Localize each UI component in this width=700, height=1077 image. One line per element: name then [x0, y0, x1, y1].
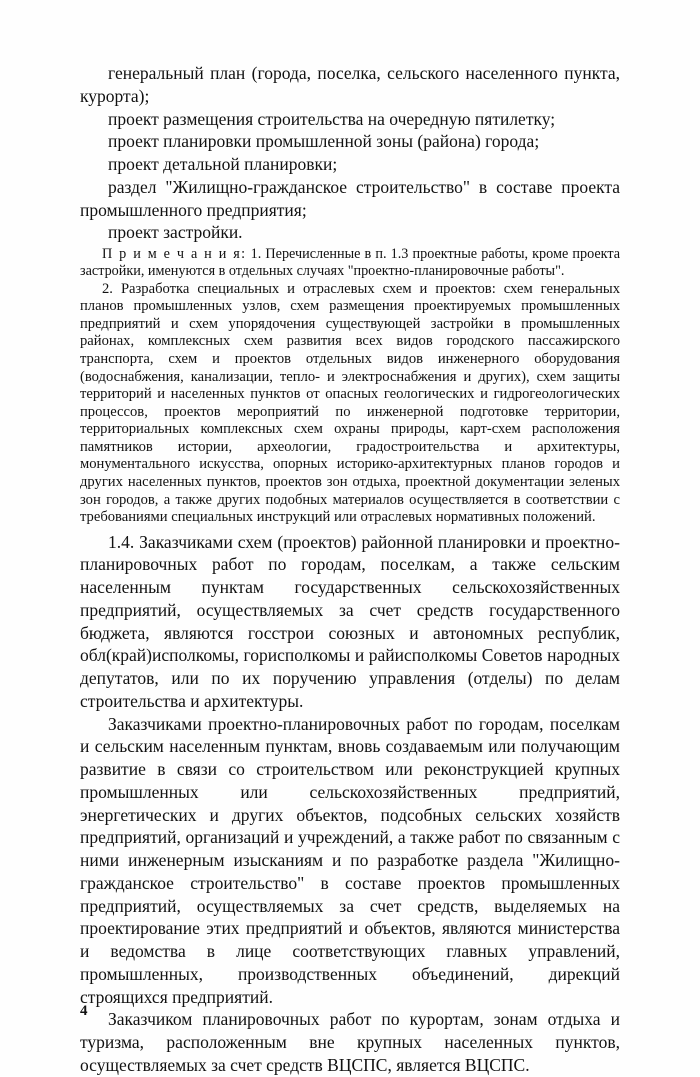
paragraph-clause-1-4: 1.4. Заказчиками схем (проектов) районной планировки и проектно-планировочных работ по городам, поселкам, а также сельским населенным пунктам государственных сельскохозяйственных предприятий, осуществляемых за счет средств государственного бюджета, являются госстрои союзных и автономных республик, обл(край)исполкомы, горисполкомы и райисполкомы Советов народных депутатов, или по их поручению управления (отделы) по делам строительства и архитектуры.: [80, 531, 620, 711]
paragraph-customer-resorts: Заказчиком планировочных работ по курортам, зонам отдыха и туризма, расположенным вне крупных населенных пунктов, осуществляемых за счет средств ВЦСПС, является ВЦСПС.: [80, 1009, 620, 1075]
paragraph-general-plan: генеральный план (города, поселка, сельского населенного пункта, курорта);: [80, 63, 620, 106]
note-label: П р и м е ч а н и я:: [102, 246, 247, 262]
paragraph-detailed-planning: проект детальной планировки;: [108, 154, 338, 174]
paragraph-industrial-zone-planning: проект планировки промышленной зоны (района) города;: [108, 131, 540, 152]
page-number: 4: [80, 1003, 88, 1019]
page-text-column: [80, 62, 620, 1077]
paragraph-development-project: проект застройки.: [108, 222, 243, 243]
paragraph-housing-civil-section: раздел "Жилищно-гражданское строительство" в составе проекта промышленного предприятия;: [80, 176, 620, 220]
note-2: 2. Разработка специальных и отраслевых схем и проектов: схем генеральных планов промышленных узлов, схем размещения проектируемых промышленных предприятий и схем упорядочения существующей застройки в промышленных районах, комплексных схем развития всех видов городского пассажирского транспорта, схем и проектов отдельных видов инженерного оборудования (водоснабжения, канализации, тепло- и электроснабжения и других), схем защиты территорий и населенных пунктов от опасных геологических и гидрогеологических процессов, проектов мероприятий по инженерной подготовке территории, территориальных комплексных схем охраны природы, карт-схем расположения памятников истории, археологии, градостроительства и архитектуры, монументального искусства, опорных историко-архитектурных планов городов и других населенных пунктов, проектов зон отдыха, проектной документации зеленых зон городов, а также других подобных материалов осуществляется в соответствии с требованиями специальных инструкций или отраслевых нормативных положений.: [80, 280, 620, 526]
paragraph-construction-placement: проект размещения строительства на очередную пятилетку;: [108, 108, 556, 129]
note-1: [80, 246, 620, 281]
note-1-text: 1. Перечисленные в п. 1.3 проектные работы, кроме проекта застройки, именуются в отдельных случаях "проектно-планировочные работы".: [80, 246, 621, 280]
paragraph-customers-planning-works: Заказчиками проектно-планировочных работ по городам, поселкам и сельским населенным пунктам, вновь создаваемым или получающим развитие в связи со строительством или реконструкцией крупных промышленных или сельскохозяйственных предприятий, энергетических и других объектов, подсобных сельских хозяйств предприятий, организаций и учреждений, а также работ по связанным с ними инженерным изысканиям и по разработке раздела "Жилищно-гражданское строительство" в составе проектов промышленных предприятий, осуществляемых за счет средств, выделяемых на проектирование этих предприятий и объектов, являются министерства и ведомства в лице соответствующих главных управлений, промышленных, производственных объединений, дирекций строящихся предприятий.: [80, 713, 620, 1007]
